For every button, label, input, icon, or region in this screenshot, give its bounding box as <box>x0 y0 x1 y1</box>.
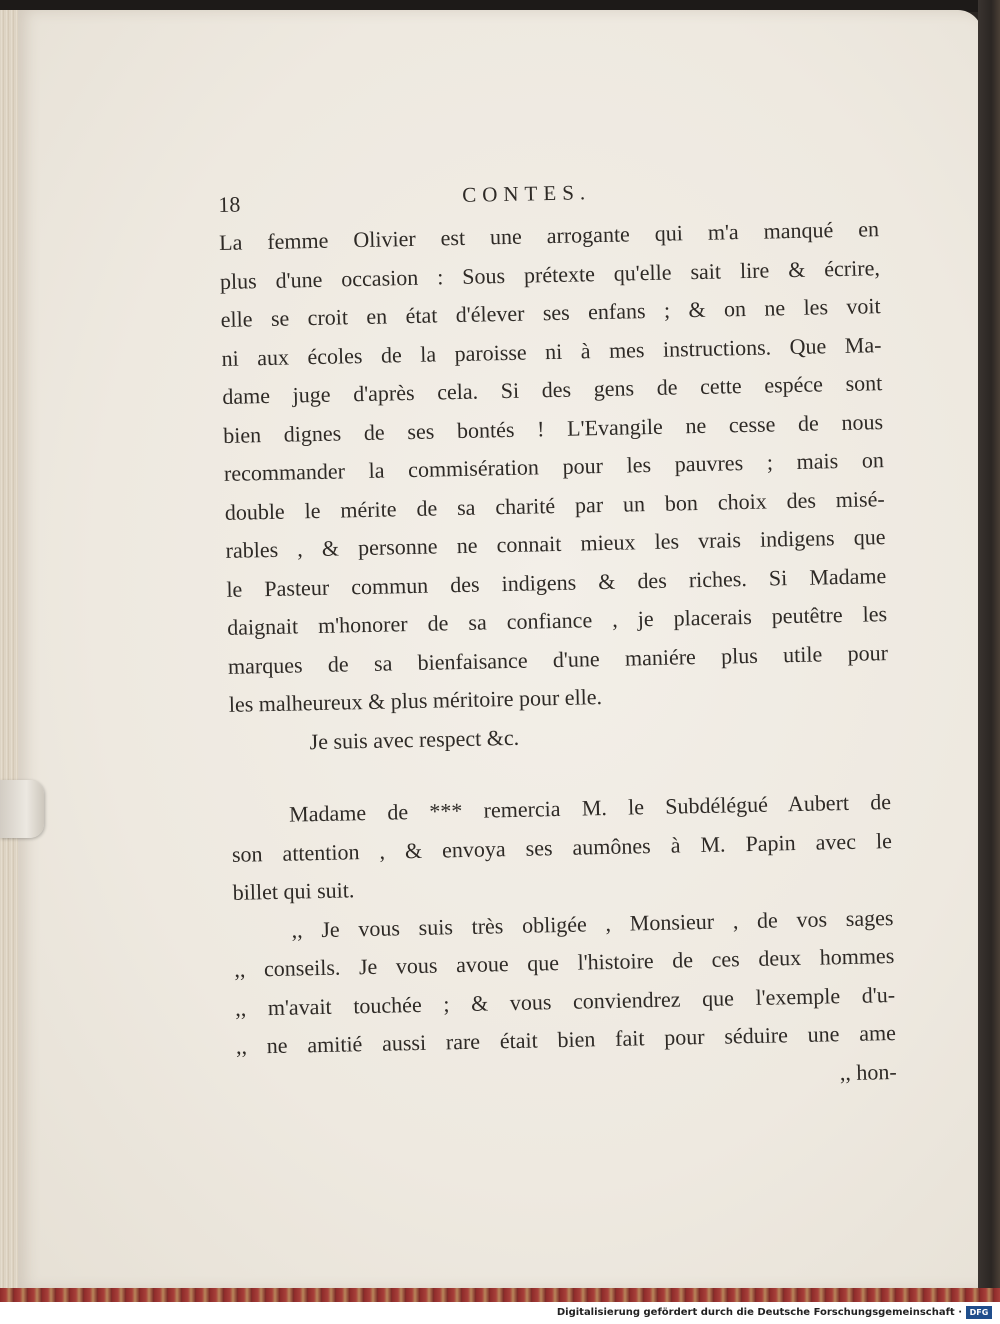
quoted-note <box>233 899 897 1105</box>
quote-line: ,, conseils. Je vous avoue que l'histoire de ces deux hommes <box>234 943 895 982</box>
text-line: plus d'une occasion : Sous prétexte qu'elle sait lire & écrire, <box>219 254 881 294</box>
letter-paragraph <box>219 210 889 724</box>
quote-line: ,, m'avait touchée ; & vous conviendrez que l'exemple d'u- <box>234 981 896 1021</box>
book-binding-edge <box>0 1288 1000 1302</box>
text-line: billet qui suit. <box>232 877 355 905</box>
catchword: ,, hon- <box>839 1058 897 1085</box>
text-line: Madame de *** remercia M. le Subdélégué Aubert de <box>288 789 892 827</box>
text-line: double le mérite de sa charité par un bon choix des misé- <box>224 485 885 525</box>
narrative-paragraph <box>231 783 893 912</box>
text-line: rables , & personne ne connait mieux les vrais indigens que <box>225 524 886 563</box>
text-line: son attention , & envoya ses aumônes à M. Papin avec le <box>231 827 893 867</box>
text-line: ni aux écoles de la paroisse ni à mes instructions. Que Ma- <box>221 331 882 371</box>
text-line: recommander la commisération pour les pauvres ; mais on <box>223 447 885 486</box>
running-title: CONTES. <box>461 180 592 207</box>
text-line: daignait m'honorer de sa confiance , je placerais peutêtre les <box>226 601 888 640</box>
text-line: dame juge d'après cela. Si des gens de cette espéce sont <box>222 370 883 409</box>
text-line: le Pasteur commun des indigens & des riches. Si Madame <box>226 562 887 602</box>
text-line: elle se croit en état d'élever ses enfans ; & on ne les voit <box>220 293 881 332</box>
book-cover-edge <box>978 0 1000 1300</box>
digitization-credit: Digitalisierung gefördert durch die Deutsche Forschungsgemeinschaft · <box>556 1307 962 1318</box>
dfg-logo: DFG <box>966 1306 992 1319</box>
text-line: bien dignes de ses bontés ! L'Evangile ne cesse de nous <box>222 408 884 448</box>
text-line: La femme Olivier est une arrogante qui m'a manqué en <box>218 216 880 255</box>
letter-signoff: Je suis avec respect &c. <box>309 724 520 754</box>
page-clip <box>0 780 44 838</box>
text-line: marques de sa bienfaisance d'une maniére plus utile pour <box>227 639 889 679</box>
text-line: les malheureux & plus méritoire pour elle. <box>228 684 603 717</box>
quote-line: ,, Je vous suis très obligée , Monsieur , de vos sages <box>291 904 894 943</box>
page-text-block <box>218 174 897 1105</box>
page-number: 18 <box>218 191 241 217</box>
quote-line: ,, ne amitié aussi rare était bien fait pour séduire une ame <box>235 1019 897 1059</box>
